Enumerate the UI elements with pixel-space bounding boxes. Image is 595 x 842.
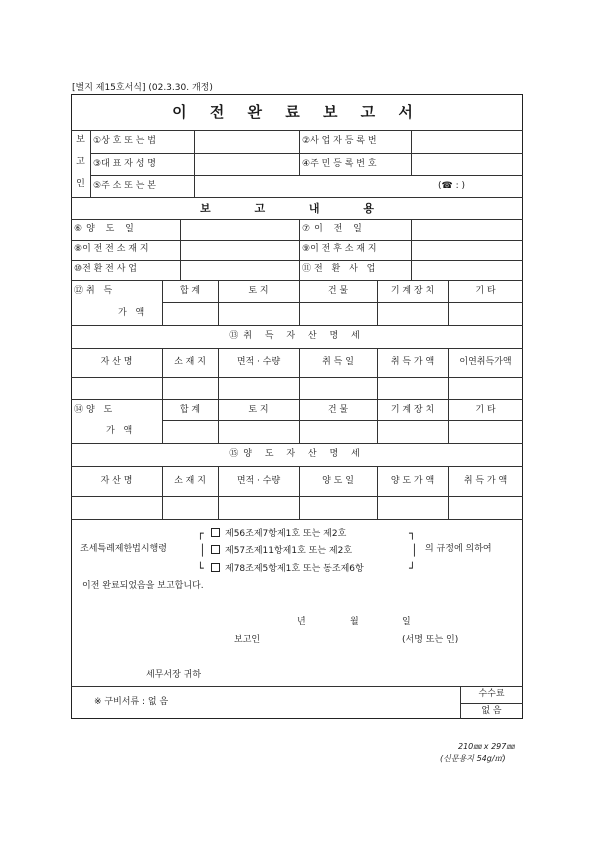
trans-detail-col-asset: 자 산 명 xyxy=(100,476,133,486)
rule xyxy=(299,219,300,280)
transfer-price-label: ⑭양 도 xyxy=(74,405,116,415)
report-content-heading: 보 고 내 용 xyxy=(200,202,394,215)
transferred-assets-heading: ⑮양 도 자 산 명 세 xyxy=(229,449,365,459)
rule xyxy=(411,219,412,280)
move-date-field[interactable] xyxy=(413,220,522,239)
acq-col-land: 토 지 xyxy=(248,286,269,296)
fee-value: 없 음 xyxy=(481,706,502,716)
business-number-field[interactable] xyxy=(413,131,522,152)
option-checkbox-3[interactable] xyxy=(211,563,220,572)
acquisition-price-label-2: 가 액 xyxy=(118,308,148,318)
business-name-field[interactable] xyxy=(196,131,298,152)
acq-detail-col-area: 면적 · 수량 xyxy=(236,357,281,367)
before-location-label: ⑧이 전 전 소 재 지 xyxy=(74,244,149,254)
conversion-business-label: ⑩전 환 전 사 업 xyxy=(74,264,137,274)
rule xyxy=(377,348,378,399)
acquisition-price-label: ⑫취 득 xyxy=(74,286,116,296)
option-label-2: 제57조제11항제1호 또는 제2호 xyxy=(225,546,353,556)
rule xyxy=(90,130,91,197)
reporter-side-label-2: 고 xyxy=(76,157,85,167)
rule xyxy=(299,348,300,399)
rule xyxy=(299,130,300,175)
address-field[interactable] xyxy=(196,176,522,196)
trans-col-other: 기 타 xyxy=(475,405,496,415)
bracket-bottom-left: └ xyxy=(197,562,204,575)
rule xyxy=(71,377,523,378)
acq-detail-col-price: 취 득 가 액 xyxy=(390,357,435,367)
option-label-3: 제78조제5항제1호 또는 동조제6항 xyxy=(225,564,364,574)
converted-business-field[interactable] xyxy=(413,261,522,279)
trans-detail-col-price: 양 도 가 액 xyxy=(390,476,435,486)
rule xyxy=(71,443,523,444)
rule xyxy=(448,348,449,399)
trans-col-total: 합 계 xyxy=(179,405,201,415)
business-number-label: ②사 업 자 등 록 번 xyxy=(302,136,377,146)
bracket-mid-left: │ xyxy=(199,544,206,557)
date-day-label: 일 xyxy=(402,617,411,627)
acq-detail-col-date: 취 득 일 xyxy=(322,357,354,367)
rule xyxy=(299,466,300,519)
option-label-1: 제56조제7항제1호 또는 제2호 xyxy=(225,529,347,539)
rule xyxy=(71,280,523,281)
reporter-side-label-1: 보 xyxy=(76,135,85,145)
rule xyxy=(71,496,523,497)
transfer-date-label: ⑥양 도 일 xyxy=(74,224,138,234)
rule xyxy=(162,466,163,519)
rule xyxy=(460,703,523,704)
signature-label: (서명 또는 인) xyxy=(402,635,459,645)
acq-detail-col-location: 소 재 지 xyxy=(174,357,206,367)
acq-col-total: 합 계 xyxy=(179,286,201,296)
reporter-side-label-3: 인 xyxy=(76,179,85,189)
rule xyxy=(411,130,412,175)
option-row-2[interactable] xyxy=(211,545,352,556)
rep-name-label: ③대 표 자 성 명 xyxy=(93,159,156,169)
required-documents: ※ 구비서류 : 없 음 xyxy=(94,697,169,707)
rule xyxy=(71,686,523,687)
rule xyxy=(71,519,523,520)
statement-line-2: 이전 완료되었음을 보고합니다. xyxy=(82,581,204,591)
acq-col-building: 건 물 xyxy=(327,286,349,296)
addressee: 세무서장 귀하 xyxy=(146,670,202,680)
acq-detail-col-deferred: 이연취득가액 xyxy=(459,357,512,367)
trans-detail-col-location: 소 재 지 xyxy=(174,476,206,486)
conversion-business-field[interactable] xyxy=(182,261,298,279)
trans-detail-col-acq-price: 취 득 가 액 xyxy=(463,476,508,486)
trans-col-building: 건 물 xyxy=(327,405,349,415)
converted-business-label: ⑪전 환 사 업 xyxy=(302,264,379,274)
acq-detail-col-asset: 자 산 명 xyxy=(100,357,133,367)
bracket-mid-right: │ xyxy=(411,544,418,557)
rule xyxy=(194,130,195,197)
trans-col-land: 토 지 xyxy=(248,405,269,415)
before-location-field[interactable] xyxy=(182,241,298,259)
rule xyxy=(162,348,163,399)
paper-size: 210㎜ x 297㎜ xyxy=(458,742,515,751)
trans-detail-col-area: 면적 · 수량 xyxy=(236,476,281,486)
date-month-label: 월 xyxy=(350,617,359,627)
option-checkbox-2[interactable] xyxy=(211,545,220,554)
transfer-price-label-2: 가 액 xyxy=(106,426,136,436)
option-row-3[interactable] xyxy=(211,563,364,574)
bracket-top-left: ┌ xyxy=(197,527,204,540)
bracket-top-right: ┐ xyxy=(409,527,416,540)
rule xyxy=(71,399,523,400)
rule xyxy=(71,325,523,326)
acq-col-other: 기 타 xyxy=(475,286,496,296)
bracket-bottom-right: ┘ xyxy=(409,562,416,575)
paper-type: (신문용지 54g/㎡) xyxy=(440,754,506,763)
option-row-1[interactable] xyxy=(211,528,346,539)
rule xyxy=(218,348,219,399)
statement-suffix: 의 규정에 의하여 xyxy=(425,544,492,554)
trans-col-machinery: 기 계 장 치 xyxy=(390,405,435,415)
date-year-label: 년 xyxy=(297,617,306,627)
statement-law: 조세특례제한법시행령 xyxy=(80,544,167,554)
acquired-assets-heading: ⑬취 득 자 산 명 세 xyxy=(229,331,365,341)
rule xyxy=(71,197,523,198)
resident-number-label: ④주 민 등 록 번 호 xyxy=(302,159,377,169)
option-checkbox-1[interactable] xyxy=(211,528,220,537)
transfer-date-field[interactable] xyxy=(182,220,298,239)
reporter-label: 보고인 xyxy=(234,635,261,645)
resident-number-field[interactable] xyxy=(413,154,522,174)
after-location-field[interactable] xyxy=(413,241,522,259)
rep-name-field[interactable] xyxy=(196,154,298,174)
rule xyxy=(218,466,219,519)
rule xyxy=(71,348,523,349)
move-date-label: ⑦이 전 일 xyxy=(302,224,366,234)
rule xyxy=(180,219,181,280)
acq-col-machinery: 기 계 장 치 xyxy=(390,286,435,296)
form-title: 이 전 완 료 보 고 서 xyxy=(172,103,422,121)
fee-label: 수수료 xyxy=(478,689,505,699)
trans-detail-col-date: 양 도 일 xyxy=(322,476,354,486)
rule xyxy=(377,466,378,519)
phone-field: (☎ : ) xyxy=(438,181,465,191)
form-number-label: [별지 제15호서식] (02.3.30. 개정) xyxy=(72,83,213,93)
rule xyxy=(162,302,523,303)
address-label: ⑤주 소 또 는 본 xyxy=(93,181,156,191)
business-name-label: ①상 호 또 는 법 xyxy=(93,136,156,146)
rule xyxy=(448,466,449,519)
rule xyxy=(71,466,523,467)
rule xyxy=(162,420,523,421)
after-location-label: ⑨이 전 후 소 재 지 xyxy=(302,244,377,254)
